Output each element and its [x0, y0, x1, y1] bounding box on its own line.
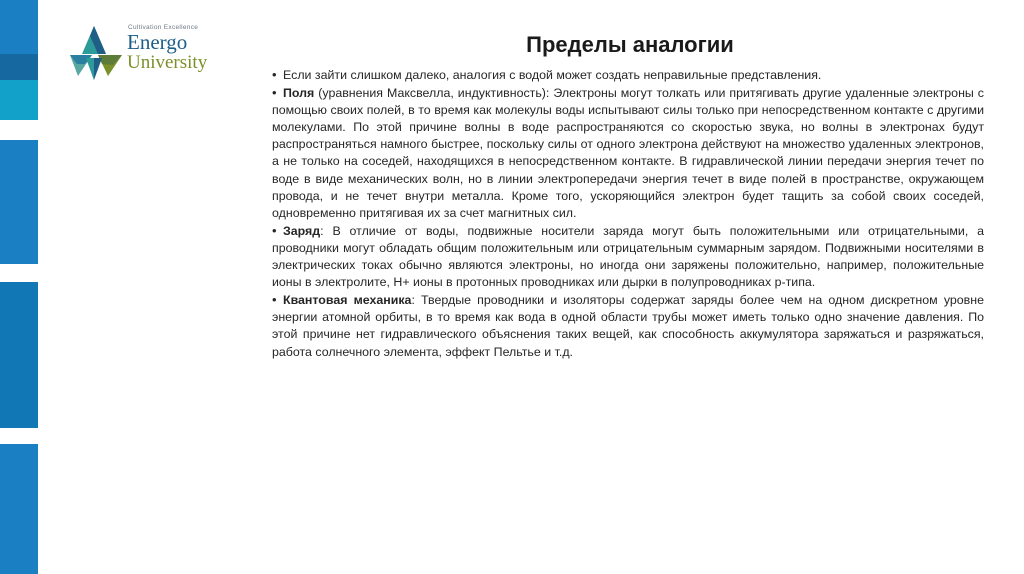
logo-line-university: University	[127, 52, 208, 74]
stripe-segment	[0, 54, 38, 80]
bullet-paragraph	[272, 66, 984, 84]
stripe-segment	[0, 0, 38, 54]
logo-line-energo: Energo	[127, 30, 188, 54]
paragraph-lead: Заряд	[283, 223, 321, 238]
logo-tagline: Cultivation Excellence	[128, 24, 199, 31]
bullet-paragraph	[272, 222, 984, 291]
logo-block	[68, 22, 253, 90]
bullet-glyph: •	[272, 292, 277, 308]
paragraph-text: : Твердые проводники и изоляторы содержат заряды более чем на одном дискретном уровне энергии атомной орбиты, в то время как вода в одной области трубы может иметь только одно значение давления. По этой причине нет гидравлического объяснения таких вещей, как способность аккумулятора заряжаться и разряжаться, работа солнечного элемента, эффект Пельтье и т.д.	[272, 293, 984, 359]
paragraph-text: (уравнения Максвелла, индуктивность): Электроны могут толкать или притягивать другие удаленные электроны с помощью своих полей, в то время как молекулы воды испытывают силы только при непосредственном контакте с другими молекулами. По этой причине волны в воде распространяются со скоростью звука, но волны в электронах будут распространяться намного быстрее, поскольку силы от одного электрона действуют на множество удаленных электронов, а не только на соседей, находящихся в непосредственном контакте. В гидравлической линии передачи энергия течет по воде в виде механических волн, но в линии электропередачи энергия течет в виде полей в пространстве, окружающем провода, и не течет внутри металла. Кроме того, ускоряющийся электрон будет тащить за собой своих соседей, одновременно притягивая их за счет магнитных сил.	[272, 86, 984, 220]
bullet-glyph: •	[272, 222, 277, 238]
stripe-segment	[0, 120, 38, 140]
left-decorative-stripe	[0, 0, 38, 574]
slide-body	[272, 66, 984, 361]
logo-wordmark	[126, 22, 256, 73]
page-title: Пределы аналогии	[526, 32, 734, 57]
paragraph-lead: Квантовая механика	[283, 293, 412, 308]
paragraph-text: Если зайти слишком далеко, аналогия с водой может создать неправильные представления.	[283, 68, 822, 82]
paragraph-text: : В отличие от воды, подвижные носители заряда могут быть положительными или отрицательными, а проводники могут обладать общим положительным или отрицательным суммарным зарядом. Подвижными носителями в электрических токах обычно являются электроны, но иногда они заряжены положительно, например, положительные ионы в электролите, H+ ионы в протонных проводниках или дырки в полупроводниках p-типа.	[272, 223, 984, 290]
bullet-paragraph	[272, 291, 984, 360]
bullet-glyph: •	[272, 67, 277, 82]
stripe-segment	[0, 444, 38, 574]
stripe-segment	[0, 264, 38, 282]
stripe-segment	[0, 80, 38, 120]
paragraph-lead: Поля	[283, 86, 315, 101]
bullet-glyph: •	[272, 85, 277, 101]
bullet-paragraph	[272, 84, 984, 222]
energo-star-mark-icon	[68, 24, 124, 82]
stripe-segment	[0, 282, 38, 428]
stripe-segment	[0, 428, 38, 444]
stripe-segment	[0, 140, 38, 264]
